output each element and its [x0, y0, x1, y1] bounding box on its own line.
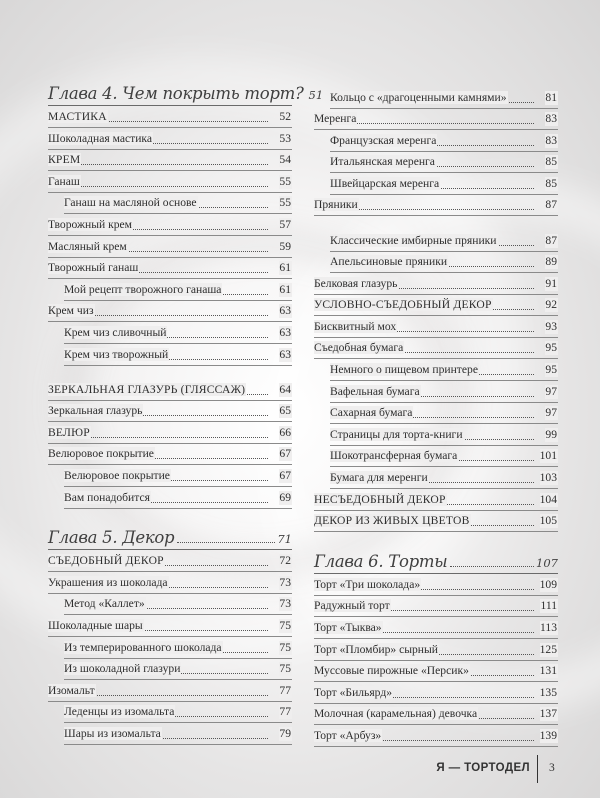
entry-page-number: 66	[279, 425, 291, 439]
entry-title: Классические имбирные пряники	[330, 234, 497, 247]
entry-title: СЪЕДОБНЫЙ ДЕКОР	[48, 554, 164, 568]
entry-title: Мой рецепт творожного ганаша	[64, 282, 222, 296]
toc-entry[interactable]	[48, 401, 292, 422]
dot-leader	[48, 186, 268, 187]
toc-entry[interactable]	[314, 490, 558, 511]
entry-page-number: 131	[539, 664, 557, 678]
entry-page-number: 73	[279, 597, 291, 611]
entry-page-number: 75	[279, 640, 291, 654]
entry-title: Ганаш	[48, 174, 80, 188]
entry-title: Съедобная бумага	[314, 341, 404, 355]
toc-subentry[interactable]	[314, 446, 558, 467]
entry-title: Изомальт	[48, 683, 95, 697]
toc-entry[interactable]	[314, 661, 558, 682]
entry-title: Апельсиновые пряники	[330, 255, 448, 268]
entry-page-number: 109	[539, 577, 557, 591]
entry-title: Бумага для меренги	[330, 471, 428, 484]
entry-page-number: 97	[545, 406, 557, 420]
entry-page-number: 63	[279, 326, 291, 339]
toc-entry[interactable]	[314, 726, 558, 747]
chapter-heading[interactable]	[48, 75, 324, 103]
entry-page-number: 125	[539, 642, 557, 656]
entry-title: Сахарная бумага	[330, 406, 413, 420]
entry-page-number: 105	[539, 514, 557, 528]
toc-entry[interactable]	[314, 274, 558, 295]
chapter-heading[interactable]	[314, 543, 558, 571]
entry-title: Вам понадобится	[64, 490, 150, 504]
toc-entry[interactable]	[314, 575, 558, 596]
entry-title: МАСТИКА	[48, 110, 107, 123]
toc-entry[interactable]	[48, 107, 292, 128]
toc-subentry[interactable]	[48, 488, 292, 509]
entry-title: Украшения из шоколада	[48, 575, 168, 589]
toc-entry[interactable]	[48, 258, 292, 279]
entry-underline	[64, 744, 292, 745]
entry-page-number: 67	[279, 469, 291, 482]
entry-title: Кольцо с «драгоценными камнями»	[330, 91, 507, 104]
entry-page-number: 69	[279, 490, 291, 504]
chapter-title: Глава 6. Торты	[314, 551, 448, 571]
entry-title: Пряники	[314, 198, 358, 212]
toc-subentry[interactable]	[314, 131, 558, 152]
entry-page-number: 87	[545, 198, 557, 212]
entry-page-number: 85	[545, 155, 557, 169]
toc-entry[interactable]	[48, 573, 292, 594]
entry-title: Итальянская меренга	[330, 155, 435, 169]
entry-page-number: 59	[279, 239, 291, 253]
toc-entry[interactable]	[48, 551, 292, 572]
toc-entry[interactable]	[314, 683, 558, 704]
toc-entry[interactable]	[314, 596, 558, 617]
entry-title: Торт «Три шоколада»	[314, 577, 421, 591]
entry-underline	[314, 531, 558, 532]
entry-page-number: 139	[539, 729, 557, 742]
toc-entry[interactable]	[48, 172, 292, 193]
entry-page-number: 72	[279, 554, 291, 568]
entry-title: Творожный ганаш	[48, 261, 139, 275]
entry-title: Леденцы из изомальта	[64, 705, 175, 719]
chapter-page-number: 51	[308, 88, 324, 102]
entry-underline	[64, 508, 292, 509]
toc-subentry[interactable]	[314, 217, 558, 252]
chapter-title: Глава 4. Чем покрыть торт?	[48, 84, 304, 103]
toc-subentry[interactable]	[314, 360, 558, 381]
entry-page-number: 137	[539, 707, 557, 721]
toc-entry[interactable]	[48, 616, 292, 637]
entry-page-number: 101	[539, 449, 557, 463]
toc-subentry[interactable]	[48, 323, 292, 344]
entry-page-number: 83	[545, 133, 557, 147]
entry-title: Радужный торт	[314, 599, 390, 613]
chapter-page-number: 71	[277, 532, 292, 547]
entry-title: Французская меренга	[330, 133, 437, 147]
entry-page-number: 77	[279, 705, 291, 719]
toc-entry[interactable]	[48, 129, 292, 150]
entry-title: Крем чиз творожный	[64, 347, 169, 361]
toc-entry[interactable]	[48, 444, 292, 465]
page-number: 3	[549, 762, 555, 774]
entry-page-number: 61	[279, 282, 291, 296]
entry-page-number: 64	[279, 383, 291, 397]
entry-page-number: 103	[539, 471, 557, 484]
entry-title: КРЕМ	[48, 153, 81, 167]
entry-page-number: 85	[545, 176, 557, 190]
chapter-page-number: 107	[536, 555, 558, 570]
entry-page-number: 63	[279, 304, 291, 318]
toc-entry[interactable]	[48, 301, 292, 322]
entry-page-number: 135	[539, 685, 557, 699]
entry-page-number: 67	[279, 447, 291, 461]
entry-page-number: 111	[540, 599, 557, 613]
entry-page-number: 91	[545, 276, 557, 290]
entry-page-number: 89	[545, 255, 557, 268]
entry-title: ЗЕРКАЛЬНАЯ ГЛАЗУРЬ (ГЛЯССАЖ)	[48, 383, 246, 397]
entry-title: Торт «Пломбир» сырный	[314, 642, 439, 656]
entry-title: Метод «Каллет»	[64, 597, 145, 611]
entry-title: Крем чиз сливочный	[64, 326, 167, 339]
toc-subentry[interactable]	[48, 724, 292, 745]
entry-title: Торт «Тыква»	[314, 621, 382, 634]
entry-page-number: 104	[539, 492, 557, 506]
footer-divider	[537, 755, 538, 783]
chapter-title: Глава 5. Декор	[48, 528, 175, 548]
toc-entry[interactable]	[314, 640, 558, 661]
entry-title: Белковая глазурь	[314, 276, 398, 290]
toc-subentry[interactable]	[48, 193, 292, 214]
entry-title: Ганаш на масляной основе	[64, 196, 197, 210]
toc-entry[interactable]	[314, 317, 558, 338]
entry-title: Молочная (карамельная) девочка	[314, 707, 478, 721]
toc-entry[interactable]	[48, 366, 292, 401]
entry-page-number: 73	[279, 575, 291, 589]
entry-title: Страницы для торта-книги	[330, 427, 463, 441]
entry-page-number: 95	[545, 341, 557, 355]
entry-page-number: 57	[279, 218, 291, 231]
chapter-underline	[48, 105, 292, 106]
entry-page-number: 113	[540, 621, 557, 634]
entry-title: Швейцарская меренга	[330, 176, 440, 190]
toc-entry[interactable]	[314, 295, 558, 316]
entry-title: Масляный крем	[48, 239, 127, 253]
toc-entry[interactable]	[48, 681, 292, 702]
entry-page-number: 87	[545, 234, 557, 247]
entry-title: Из темперированного шоколада	[64, 640, 222, 654]
toc-subentry[interactable]	[314, 425, 558, 446]
toc-subentry[interactable]	[314, 252, 558, 273]
entry-title: Шары из изомальта	[64, 727, 161, 740]
entry-title: Бисквитный мох	[314, 319, 397, 333]
toc-subentry[interactable]	[48, 345, 292, 366]
toc-subentry[interactable]	[48, 638, 292, 659]
toc-subentry[interactable]	[314, 468, 558, 489]
entry-page-number: 93	[545, 319, 557, 333]
toc-subentry[interactable]	[48, 280, 292, 301]
toc-subentry[interactable]	[314, 382, 558, 403]
entry-title: Торт «Бильярд»	[314, 685, 393, 699]
entry-title: Торт «Арбуз»	[314, 729, 382, 742]
toc-entry[interactable]	[314, 618, 558, 639]
entry-title: НЕСЪЕДОБНЫЙ ДЕКОР	[314, 492, 446, 506]
toc-entry[interactable]	[314, 338, 558, 359]
entry-page-number: 75	[279, 619, 291, 632]
entry-title: Крем чиз	[48, 304, 94, 318]
toc-entry[interactable]	[314, 511, 558, 532]
entry-title: ВЕЛЮР	[48, 425, 90, 439]
toc-subentry[interactable]	[48, 466, 292, 487]
entry-title: Шокотрансферная бумага	[330, 449, 458, 463]
entry-title: Вафельная бумага	[330, 384, 420, 398]
chapter-heading[interactable]	[48, 519, 292, 547]
toc-entry[interactable]	[48, 150, 292, 171]
entry-underline	[314, 746, 558, 747]
entry-page-number: 65	[279, 404, 291, 418]
entry-page-number: 81	[545, 91, 557, 104]
book-title: Я — ТОРТОДЕЛ	[436, 762, 530, 774]
chapter-underline	[48, 549, 292, 550]
entry-title: Творожный крем	[48, 218, 133, 231]
toc-entry[interactable]	[48, 423, 292, 444]
entry-page-number: 61	[279, 261, 291, 275]
entry-title: Немного о пищевом принтере	[330, 363, 478, 376]
entry-title: Велюровое покрытие	[48, 447, 154, 461]
toc-subentry[interactable]	[314, 152, 558, 173]
toc-subentry[interactable]	[314, 74, 558, 109]
toc-entry[interactable]	[314, 109, 558, 130]
toc-entry[interactable]	[48, 237, 292, 258]
entry-title: Из шоколадной глазури	[64, 662, 181, 676]
toc-entry[interactable]	[314, 704, 558, 725]
toc-entry[interactable]	[48, 215, 292, 236]
entry-title: Шоколадная мастика	[48, 131, 153, 145]
entry-page-number: 83	[545, 112, 557, 125]
entry-page-number: 79	[279, 727, 291, 740]
entry-page-number: 63	[279, 347, 291, 361]
entry-title: Велюровое покрытие	[64, 469, 170, 482]
toc-subentry[interactable]	[314, 403, 558, 424]
page-footer	[0, 755, 600, 783]
toc-subentry[interactable]	[48, 702, 292, 723]
entry-title: Муссовые пирожные «Персик»	[314, 664, 469, 678]
entry-page-number: 55	[279, 196, 291, 210]
entry-page-number: 75	[279, 662, 291, 676]
entry-page-number: 77	[279, 683, 291, 697]
entry-title: Меренга	[314, 112, 357, 125]
entry-title: Зеркальная глазурь	[48, 404, 143, 418]
entry-page-number: 97	[545, 384, 557, 398]
entry-page-number: 95	[545, 363, 557, 376]
entry-page-number: 92	[545, 298, 557, 312]
entry-title: УСЛОВНО-СЪЕДОБНЫЙ ДЕКОР	[314, 298, 492, 312]
entry-title: ДЕКОР ИЗ ЖИВЫХ ЦВЕТОВ	[314, 514, 470, 528]
entry-title: Шоколадные шары	[48, 619, 143, 632]
chapter-underline	[314, 573, 558, 574]
toc-entry[interactable]	[314, 195, 558, 216]
entry-page-number: 52	[279, 110, 291, 123]
entry-page-number: 55	[279, 174, 291, 188]
entry-page-number: 54	[279, 153, 291, 167]
entry-page-number: 53	[279, 131, 291, 145]
entry-page-number: 99	[545, 427, 557, 441]
toc-subentry[interactable]	[314, 174, 558, 195]
dot-leader	[450, 566, 534, 567]
toc-subentry[interactable]	[48, 659, 292, 680]
toc-subentry[interactable]	[48, 594, 292, 615]
dot-leader	[177, 542, 275, 543]
